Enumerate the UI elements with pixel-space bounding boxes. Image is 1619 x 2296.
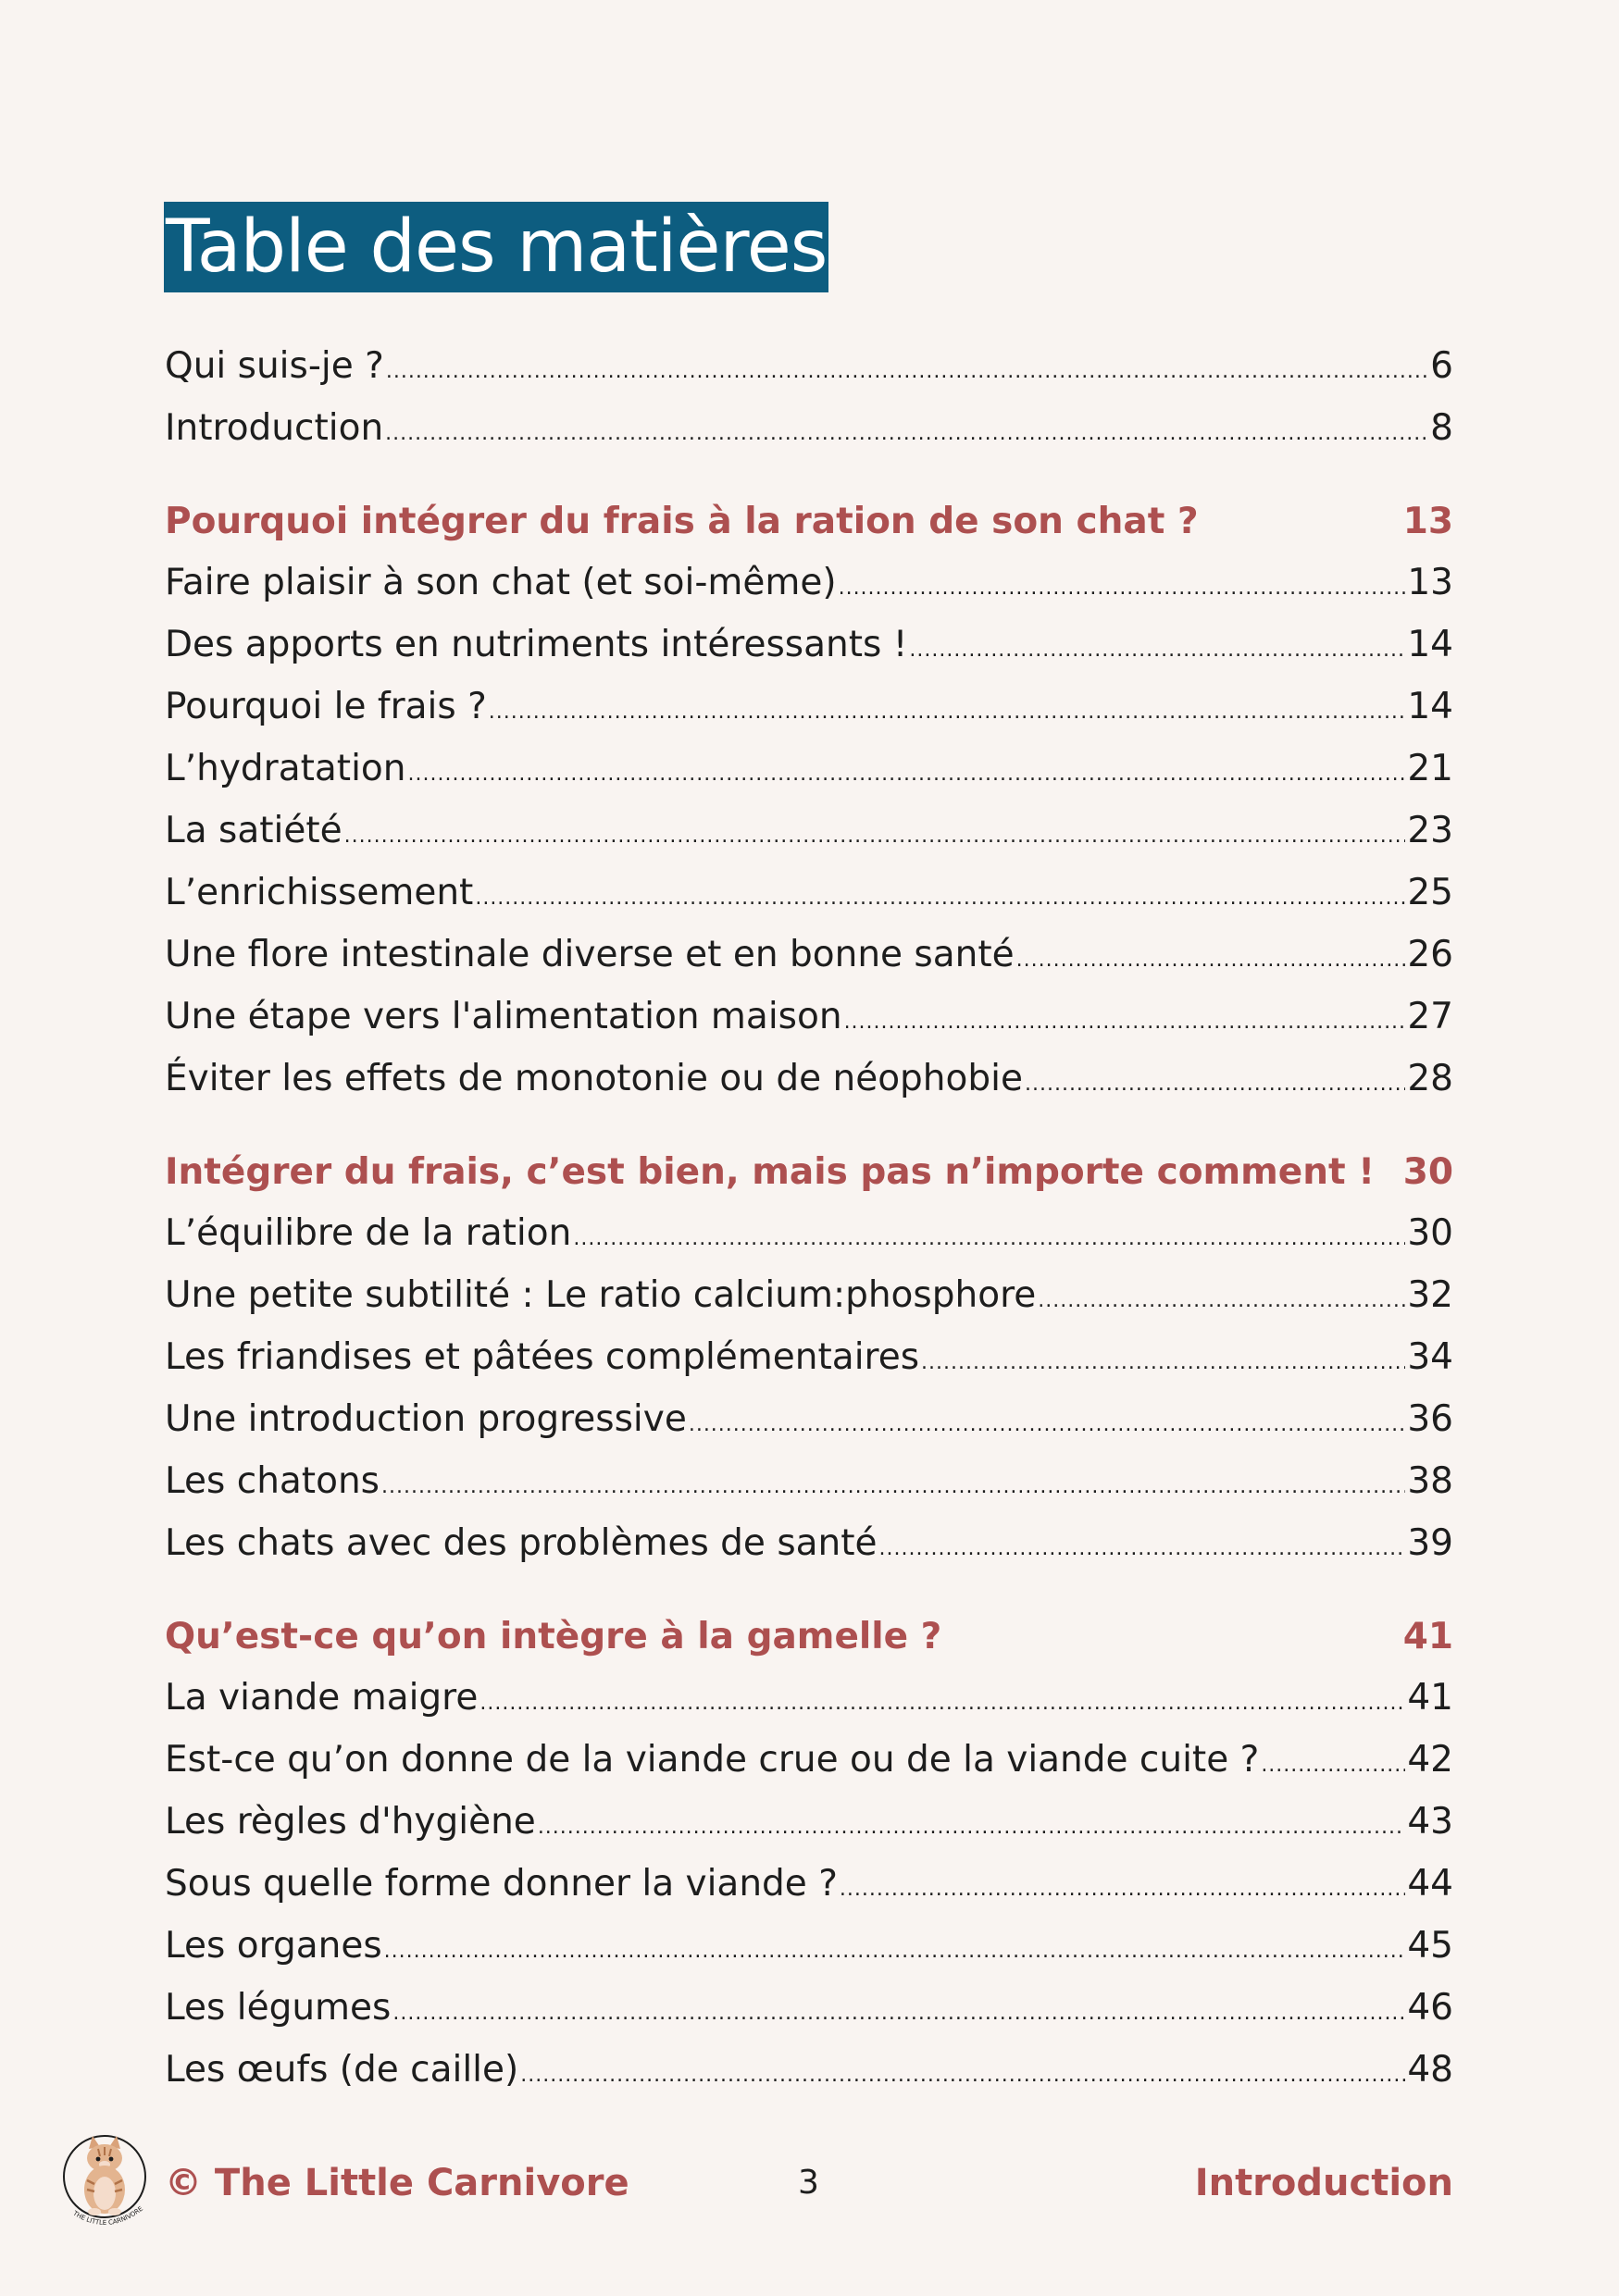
toc-entry-label: Pourquoi le frais ?	[165, 686, 487, 727]
toc-entry[interactable]	[165, 1512, 1453, 1574]
section-heading-label: Intégrer du frais, c’est bien, mais pas n’importe comment !	[165, 1151, 1375, 1193]
toc-entry[interactable]	[165, 1264, 1453, 1326]
toc-entry[interactable]	[165, 862, 1453, 924]
toc-entry-page: 27	[1407, 996, 1453, 1037]
dot-leader	[475, 867, 1405, 929]
svg-text:THE LITTLE CARNIVORE: THE LITTLE CARNIVORE	[71, 2204, 144, 2228]
page-footer	[0, 2128, 1619, 2240]
toc-section	[165, 1607, 1453, 2101]
section-heading-label: Qu’est-ce qu’on intègre à la gamelle ?	[165, 1616, 942, 1657]
toc-entry[interactable]	[165, 1729, 1453, 1791]
toc-entry[interactable]	[165, 1915, 1453, 1977]
dot-leader	[344, 805, 1406, 867]
dot-leader	[386, 341, 1428, 403]
dot-leader	[1025, 1053, 1405, 1115]
section-heading[interactable]	[165, 492, 1453, 552]
footer-section-name: Introduction	[1194, 2162, 1453, 2204]
toc-entry-label: La satiété	[165, 810, 342, 851]
page-number: 3	[798, 2164, 819, 2202]
page-title: Table des matières	[164, 202, 828, 292]
toc-entry[interactable]	[165, 800, 1453, 862]
toc-entry-label: Les règles d'hygiène	[165, 1801, 536, 1843]
dot-leader	[689, 1394, 1406, 1456]
dot-leader	[839, 557, 1406, 619]
toc-section	[165, 1143, 1453, 1574]
toc-entry-label: Faire plaisir à son chat (et soi-même)	[165, 562, 837, 603]
table-of-contents	[165, 335, 1453, 2101]
toc-entry[interactable]	[165, 676, 1453, 738]
dot-leader	[385, 403, 1428, 465]
toc-entry-label: Une introduction progressive	[165, 1398, 687, 1440]
toc-entry-page: 14	[1407, 624, 1453, 665]
dot-leader	[1016, 929, 1406, 991]
dot-leader	[479, 1672, 1405, 1734]
dot-leader	[520, 2044, 1405, 2106]
dot-leader	[909, 619, 1405, 681]
toc-entry-label: Une petite subtilité : Le ratio calcium:phosphore	[165, 1274, 1037, 1316]
dot-leader	[1038, 1270, 1405, 1332]
toc-entry-page: 46	[1407, 1987, 1453, 2029]
toc-entry-page: 30	[1407, 1212, 1453, 1254]
toc-entry[interactable]	[165, 552, 1453, 614]
section-heading[interactable]	[165, 1607, 1453, 1667]
dot-leader	[408, 743, 1406, 805]
toc-entry[interactable]	[165, 1791, 1453, 1853]
toc-entry[interactable]	[165, 335, 1453, 397]
toc-entry[interactable]	[165, 397, 1453, 459]
toc-entry-label: La viande maigre	[165, 1677, 479, 1719]
toc-entry[interactable]	[165, 614, 1453, 676]
toc-entry-page: 13	[1407, 562, 1453, 603]
toc-entry-label: Les chats avec des problèmes de santé	[165, 1522, 878, 1564]
toc-entry-page: 43	[1407, 1801, 1453, 1843]
section-heading-label: Pourquoi intégrer du frais à la ration de son chat ?	[165, 501, 1199, 542]
toc-entry[interactable]	[165, 924, 1453, 986]
toc-section	[165, 492, 1453, 1110]
toc-entry-page: 32	[1407, 1274, 1453, 1316]
toc-entry-label: Les chatons	[165, 1460, 380, 1502]
dot-leader	[840, 1858, 1405, 1920]
toc-entry-page: 28	[1407, 1058, 1453, 1099]
toc-entry-label: L’hydratation	[165, 748, 406, 789]
toc-entry-label: Une flore intestinale diverse et en bonne santé	[165, 934, 1015, 975]
toc-entry-page: 42	[1407, 1739, 1453, 1781]
toc-entry-label: Éviter les effets de monotonie ou de néophobie	[165, 1058, 1023, 1099]
dot-leader	[921, 1332, 1405, 1394]
toc-entry-page: 6	[1430, 345, 1453, 387]
toc-entry[interactable]	[165, 1667, 1453, 1729]
toc-entry-label: Une étape vers l'alimentation maison	[165, 996, 842, 1037]
toc-entry-page: 26	[1407, 934, 1453, 975]
toc-entry-page: 34	[1407, 1336, 1453, 1378]
toc-entry-page: 14	[1407, 686, 1453, 727]
toc-entry-label: L’enrichissement	[165, 872, 474, 913]
toc-entry[interactable]	[165, 986, 1453, 1048]
intro-entries	[165, 335, 1453, 459]
dot-leader	[489, 681, 1406, 743]
toc-entry-page: 23	[1407, 810, 1453, 851]
toc-entry[interactable]	[165, 1450, 1453, 1512]
dot-leader	[879, 1518, 1406, 1580]
dot-leader	[573, 1208, 1405, 1270]
toc-entry[interactable]	[165, 1977, 1453, 2039]
toc-entry-label: Les œufs (de caille)	[165, 2049, 519, 2091]
toc-entry-page: 45	[1407, 1925, 1453, 1967]
section-heading-page: 30	[1402, 1151, 1453, 1193]
toc-entry-page: 36	[1407, 1398, 1453, 1440]
toc-entry[interactable]	[165, 2039, 1453, 2101]
toc-entry[interactable]	[165, 1388, 1453, 1450]
toc-entry-label: Les organes	[165, 1925, 382, 1967]
toc-entry-label: Les friandises et pâtées complémentaires	[165, 1336, 920, 1378]
section-heading-page: 13	[1402, 501, 1453, 542]
section-heading[interactable]	[165, 1143, 1453, 1202]
toc-entry-label: Les légumes	[165, 1987, 392, 2029]
dot-leader	[1261, 1734, 1405, 1796]
toc-entry[interactable]	[165, 1853, 1453, 1915]
toc-entry-page: 38	[1407, 1460, 1453, 1502]
toc-entry[interactable]	[165, 738, 1453, 800]
section-heading-page: 41	[1402, 1616, 1453, 1657]
toc-entry-page: 44	[1407, 1863, 1453, 1905]
toc-entry-page: 25	[1407, 872, 1453, 913]
toc-entry-label: L’équilibre de la ration	[165, 1212, 572, 1254]
toc-entry-label: Qui suis-je ?	[165, 345, 384, 387]
dot-leader	[844, 991, 1406, 1053]
toc-entry-page: 39	[1407, 1522, 1453, 1564]
toc-entry-label: Des apports en nutriments intéressants !	[165, 624, 908, 665]
toc-entry-page: 21	[1407, 748, 1453, 789]
toc-entry-page: 8	[1430, 407, 1453, 449]
toc-entry-label: Sous quelle forme donner la viande ?	[165, 1863, 838, 1905]
dot-leader	[392, 1982, 1405, 2044]
toc-entry-page: 41	[1407, 1677, 1453, 1719]
dot-leader	[381, 1456, 1405, 1518]
toc-entry[interactable]	[165, 1048, 1453, 1110]
dot-leader	[538, 1796, 1406, 1858]
cat-logo-icon	[54, 2128, 156, 2238]
toc-entry-label: Est-ce qu’on donne de la viande crue ou de la viande cuite ?	[165, 1739, 1260, 1781]
toc-entry[interactable]	[165, 1202, 1453, 1264]
toc-entry[interactable]	[165, 1326, 1453, 1388]
toc-entry-label: Introduction	[165, 407, 384, 449]
dot-leader	[384, 1920, 1406, 1982]
copyright-text: © The Little Carnivore	[165, 2162, 629, 2204]
toc-entry-page: 48	[1407, 2049, 1453, 2091]
